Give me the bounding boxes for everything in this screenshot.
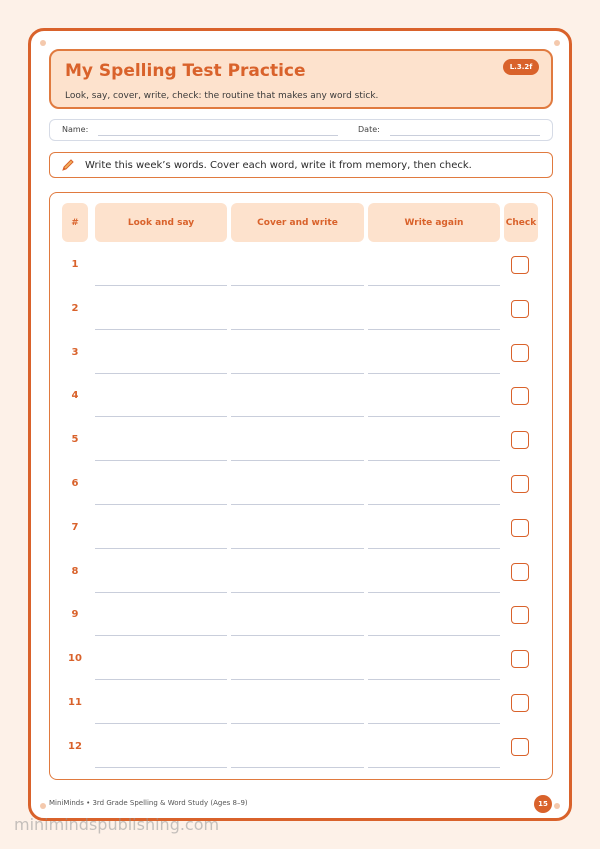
row-number: 2: [71, 302, 79, 314]
check-box[interactable]: [511, 300, 529, 318]
check-box[interactable]: [511, 650, 529, 668]
corner-dot: [40, 40, 46, 46]
cover-and-write-line[interactable]: [231, 285, 364, 286]
look-and-say-line[interactable]: [95, 285, 227, 286]
look-and-say-line[interactable]: [95, 767, 227, 768]
watermark: minimindspublishing.com: [14, 815, 220, 834]
look-and-say-line[interactable]: [95, 592, 227, 593]
cover-and-write-line[interactable]: [231, 767, 364, 768]
write-again-line[interactable]: [368, 460, 500, 461]
look-and-say-line[interactable]: [95, 548, 227, 549]
write-again-line[interactable]: [368, 504, 500, 505]
page-number: 15: [534, 795, 552, 813]
row-number: 10: [68, 653, 82, 665]
corner-dot: [40, 803, 46, 809]
column-header-check: Check: [504, 203, 538, 242]
footer-text: MiniMinds • 3rd Grade Spelling & Word Study (Ages 8–9): [49, 799, 248, 807]
write-again-line[interactable]: [368, 679, 500, 680]
row-number: 6: [71, 478, 79, 489]
column-header-look-and-say: Look and say: [95, 203, 227, 242]
check-box[interactable]: [511, 563, 529, 581]
row-number: 5: [71, 434, 79, 446]
check-box[interactable]: [511, 431, 529, 449]
row-number: 4: [71, 390, 79, 402]
instruction-text: Write this week’s words. Cover each word, write it from memory, then check.: [85, 160, 472, 171]
write-again-line[interactable]: [368, 373, 500, 374]
look-and-say-line[interactable]: [95, 329, 227, 330]
look-and-say-line[interactable]: [95, 416, 227, 417]
write-again-line[interactable]: [368, 723, 500, 724]
look-and-say-line[interactable]: [95, 723, 227, 724]
corner-dot: [554, 40, 560, 46]
page-title: My Spelling Test Practice: [65, 61, 306, 81]
check-box[interactable]: [511, 256, 529, 274]
row-number: 11: [68, 697, 82, 708]
date-field[interactable]: [390, 135, 540, 136]
cover-and-write-line[interactable]: [231, 548, 364, 549]
row-number: 9: [71, 609, 79, 621]
pencil-icon: [61, 158, 75, 172]
check-box[interactable]: [511, 738, 529, 756]
column-header-write-again: Write again: [368, 203, 500, 242]
check-box[interactable]: [511, 475, 529, 493]
write-again-line[interactable]: [368, 592, 500, 593]
spelling-table: [49, 192, 553, 780]
row-number: 12: [68, 740, 82, 752]
write-again-line[interactable]: [368, 548, 500, 549]
cover-and-write-line[interactable]: [231, 460, 364, 461]
cover-and-write-line[interactable]: [231, 329, 364, 330]
name-date-bar: [49, 119, 553, 141]
look-and-say-line[interactable]: [95, 504, 227, 505]
worksheet-page: [28, 28, 572, 821]
check-box[interactable]: [511, 387, 529, 405]
cover-and-write-line[interactable]: [231, 723, 364, 724]
cover-and-write-line[interactable]: [231, 504, 364, 505]
cover-and-write-line[interactable]: [231, 416, 364, 417]
row-number: 8: [71, 565, 79, 577]
date-label: Date:: [358, 125, 380, 134]
corner-dot: [554, 803, 560, 809]
cover-and-write-line[interactable]: [231, 373, 364, 374]
write-again-line[interactable]: [368, 635, 500, 636]
row-number: 1: [71, 259, 79, 270]
page-subtitle: Look, say, cover, write, check: the routine that makes any word stick.: [65, 91, 379, 101]
check-box[interactable]: [511, 519, 529, 537]
standard-badge: L.3.2f: [503, 59, 539, 75]
write-again-line[interactable]: [368, 285, 500, 286]
check-box[interactable]: [511, 694, 529, 712]
look-and-say-line[interactable]: [95, 373, 227, 374]
row-number: 3: [71, 346, 79, 358]
row-number: 7: [71, 521, 79, 533]
check-box[interactable]: [511, 606, 529, 624]
check-box[interactable]: [511, 344, 529, 362]
write-again-line[interactable]: [368, 767, 500, 768]
look-and-say-line[interactable]: [95, 679, 227, 680]
write-again-line[interactable]: [368, 416, 500, 417]
cover-and-write-line[interactable]: [231, 679, 364, 680]
column-header-cover-and-write: Cover and write: [231, 203, 364, 242]
look-and-say-line[interactable]: [95, 635, 227, 636]
look-and-say-line[interactable]: [95, 460, 227, 461]
name-label: Name:: [62, 125, 89, 134]
cover-and-write-line[interactable]: [231, 635, 364, 636]
cover-and-write-line[interactable]: [231, 592, 364, 593]
header-banner: [49, 49, 553, 109]
column-header-number: #: [62, 203, 88, 242]
name-field[interactable]: [98, 135, 338, 136]
instruction-box: [49, 152, 553, 178]
write-again-line[interactable]: [368, 329, 500, 330]
